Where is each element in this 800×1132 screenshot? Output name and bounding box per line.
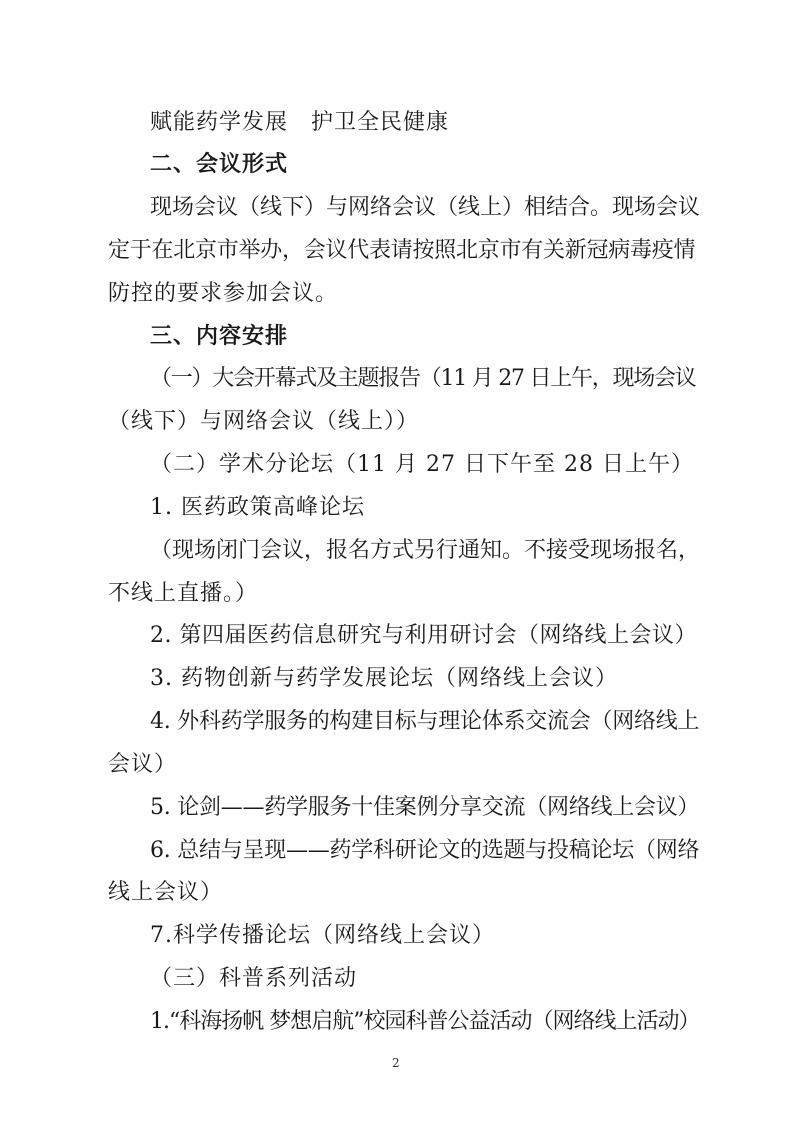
- text-line: 不线上直播。）: [108, 581, 259, 606]
- text-line: 定于在北京市举办，会议代表请按照北京市有关新冠病毒疫情: [108, 238, 696, 263]
- text-line: 7.科学传播论坛（网络线上会议）: [150, 923, 495, 948]
- page-number: 2: [392, 1056, 400, 1070]
- text-line: 3. 药物创新与药学发展论坛（网络线上会议）: [150, 666, 618, 691]
- text-line: 线上会议）: [108, 880, 224, 905]
- text-line: 会议）: [108, 752, 178, 777]
- text-line: 1. 医药政策高峰论坛: [150, 495, 365, 520]
- text-line: （一）大会开幕式及主题报告（11 月 27 日上午，现场会议: [150, 366, 696, 391]
- text-line: 2. 第四届医药信息研究与利用研讨会（网络线上会议）: [150, 623, 697, 648]
- text-line: （现场闭门会议，报名方式另行通知。不接受现场报名，: [150, 538, 701, 563]
- text-line: 6. 总结与呈现——药学科研论文的选题与投稿论坛（网络: [150, 838, 700, 863]
- text-line: 4. 外科药学服务的构建目标与理论体系交流会（网络线上: [150, 709, 700, 734]
- text-line: 赋能药学发展 护卫全民健康: [150, 110, 450, 135]
- text-line: 防控的要求参加会议。: [108, 281, 339, 306]
- text-line: 1.“科海扬帆 梦想启航”校园科普公益活动（网络线上活动）: [150, 1009, 700, 1034]
- section-heading: 二、会议形式: [150, 152, 289, 177]
- section-heading: 三、内容安排: [150, 324, 289, 349]
- text-line: 现场会议（线下）与网络会议（线上）相结合。现场会议: [150, 195, 701, 220]
- text-line: （三）科普系列活动: [150, 966, 358, 991]
- text-line: （线下）与网络会议（线上））: [108, 409, 420, 434]
- text-line: 5. 论剑——药学服务十佳案例分享交流（网络线上会议）: [150, 795, 700, 820]
- text-line: （二）学术分论坛（11 月 27 日下午至 28 日上午）: [150, 452, 694, 477]
